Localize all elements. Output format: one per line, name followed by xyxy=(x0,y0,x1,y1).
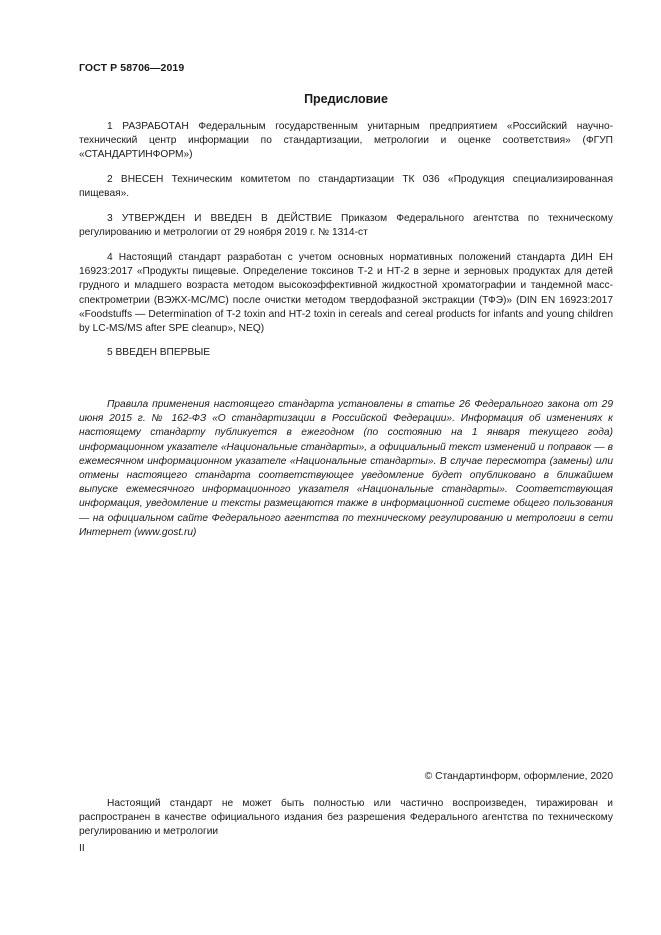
page-number: II xyxy=(79,843,85,854)
reproduction-notice: Настоящий стандарт не может быть полностью или частично воспроизведен, тиражирован и распространен в качестве официального издания без разрешения Федерального агентства по техническому регулированию и метрологии xyxy=(79,798,613,838)
copyright-line: © Стандартинформ, оформление, 2020 xyxy=(424,771,613,782)
section-title: Предисловие xyxy=(304,92,388,106)
paragraph-based-on: 4 Настоящий стандарт разработан с учетом основных нормативных положений стандарта ДИН ЕН 16923:2017 «Продукты пищевые. Определение токсинов Т-2 и НТ-2 в зерне и зерновых продуктах для детей грудного и младшего возраста методом высокоэффективной жидкостной хроматографии и тандемной масс-спектрометрии (ВЭЖХ-МС/МС) после очистки методом твердофазной экстракции (ТФЭ)» (DIN EN 16923:2017 «Foodstuffs — Determination of T-2 toxin and HT-2 toxin in cereals and cereal products for infants and young children by LC-MS/MS after SPE cleanup», NEQ) xyxy=(79,252,613,335)
application-rules-notice: Правила применения настоящего стандарта установлены в статье 26 Федерального закона от 29 июня 2015 г. № 162-ФЗ «О стандартизации в Российской Федерации». Информация об изменениях к настоящему стандарту публикуется в ежегодном (по состоянию на 1 января текущего года) информационном указателе «Национальные стандарты», а официальный текст изменений и поправок — в ежемесячном информационном указателе «Национальные стандарты». В случае пересмотра (замены) или отмены настоящего стандарта соответствующее уведомление будет опубликовано в ближайшем выпуске ежемесячного информационного указателя «Национальные стандарты». Соответствующая информация, уведомление и тексты размещаются также в информационной системе общего пользования — на официальном сайте Федерального агентства по техническому регулированию и метрологии в сети Интернет (www.gost.ru) xyxy=(79,399,613,538)
paragraph-developed-by: 1 РАЗРАБОТАН Федеральным государственным унитарным предприятием «Российский научно-технический центр информации по стандартизации, метрологии и оценке соответствия» (ФГУП «СТАНДАРТИНФОРМ») xyxy=(79,121,613,161)
document-code: ГОСТ Р 58706—2019 xyxy=(79,62,185,74)
paragraph-introduced-by: 2 ВНЕСЕН Техническим комитетом по стандартизации ТК 036 «Продукция специализированная пищевая». xyxy=(79,174,613,200)
paragraph-first-introduced: 5 ВВЕДЕН ВПЕРВЫЕ xyxy=(107,347,211,358)
paragraph-approved: 3 УТВЕРЖДЕН И ВВЕДЕН В ДЕЙСТВИЕ Приказом Федерального агентства по техническому регулированию и метрологии от 29 ноября 2019 г. № 1314-ст xyxy=(79,213,613,239)
